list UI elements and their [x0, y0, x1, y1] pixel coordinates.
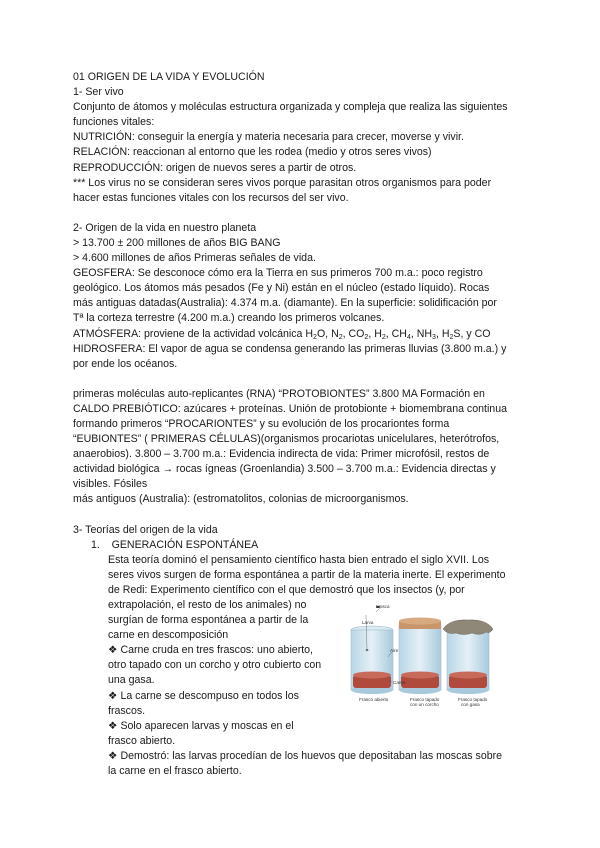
caption-gauze-jar-2: con gasa [461, 702, 480, 707]
hidrosfera-line-2: por ende los océanos. [73, 357, 178, 370]
protobiontes-line-3: formando primeros “PROCARIONTES” y su evolución de los procariontes forma [73, 417, 450, 430]
redi-paragraph-line-3: de Redi: Experimento científico con el que demostró que los insectos (y, por [108, 583, 465, 596]
redi-experiment-figure [340, 603, 500, 708]
jars-illustration [340, 603, 500, 708]
geosfera-line-2: geológico. Los átomos más pesados (Fe y Ni) están en el núcleo (estado líquido). Rocas [73, 282, 490, 295]
bullet-1-line-2: otro tapado con un corcho y otro cubierto con [108, 659, 322, 672]
protobiontes-line-2: CALDO PREBIÓTICO: azúcares + proteínas. Unión de protobionte + biomembrana continua [73, 402, 507, 415]
bullet-4-line-1: ❖ Demostró: las larvas procedían de los huevos que depositaban las moscas sobre [108, 749, 503, 762]
atmosfera-line [73, 327, 533, 342]
atmosfera-text: , CO [342, 327, 365, 340]
label-carne: Carne [393, 680, 406, 685]
open-jar [351, 626, 393, 694]
redi-paragraph-line-4: extrapolación, el resto de los animales) no [108, 599, 307, 611]
label-larva: Larva [362, 620, 374, 625]
relacion-line: RELACIÓN: reaccionan al entorno que les rodea (medio y otros seres vivos) [73, 146, 432, 159]
list-number: 1. [91, 538, 100, 551]
protobiontes-line-1: primeras moléculas auto-replicantes (RNA) “PROTOBIONTES” 3.800 MA Formación en [73, 387, 485, 400]
protobiontes-line-7: visibles. Fósiles [73, 478, 148, 491]
redi-paragraph-line-5: surgían de forma espontánea a partir de la [108, 614, 309, 627]
atmosfera-text: , H [368, 327, 382, 340]
virus-note-line-1: *** Los virus no se consideran seres vivos porque parasitan otros organismos para poder [73, 176, 492, 189]
protobiontes-line-8: más antiguos (Australia): (estromatolitos, colonias de microorganismos. [73, 493, 409, 506]
geosfera-line-1: GEOSFERA: Se desconoce cómo era la Tierra en sus primeros 700 m.a.: poco registro [73, 267, 483, 280]
bullet-1-line-1: ❖ Carne cruda en tres frascos: uno abierto, [108, 644, 313, 657]
atmosfera-text: , NH [410, 327, 433, 340]
bullet-3-line-1: ❖ Solo aparecen larvas y moscas en el [108, 719, 294, 732]
bullet-2-line-1: ❖ La carne se descompuso en todos los [108, 689, 299, 702]
list-title: GENERACIÓN ESPONTÁNEA [111, 538, 259, 551]
label-aire: Aire [390, 648, 399, 653]
protobiontes-line-4: “EUBIONTES” ( PRIMERAS CÉLULAS)(organismos procariotas unicelulares, heterótrofos, [73, 433, 500, 446]
section-2-heading: 2- Origen de la vida en nuestro planeta [73, 221, 257, 234]
gauze-jar [443, 620, 493, 694]
caption-cork-jar-1: Frasco tapado [410, 697, 440, 702]
subscript: 2 [381, 333, 386, 341]
geosfera-line-4: Tª la corteza terrestre (4.200 m.a.) creando los primeros volcanes. [73, 312, 385, 325]
ser-vivo-definition-line-2: funciones vitales: [73, 116, 155, 129]
atmosfera-text: , CH [385, 327, 407, 340]
redi-paragraph-line-6: carne en descomposición [108, 629, 229, 642]
bullet-1-line-3: una gasa. [108, 674, 155, 687]
bullet-3-line-2: frasco abierto. [108, 734, 176, 747]
caption-open-jar: Frasco abierto [359, 697, 389, 702]
spacer [73, 508, 533, 523]
section-3-heading: 3- Teorías del origen de la vida [73, 523, 218, 536]
primeras-senales-line: > 4.600 millones de años Primeras señales de vida. [73, 252, 316, 265]
ser-vivo-definition-line-1: Conjunto de átomos y moléculas estructura organizada y compleja que realiza las siguientes [73, 101, 508, 114]
big-bang-line: > 13.700 ± 200 millones de años BIG BANG [73, 236, 281, 249]
bullet-4-line-2: la carne en el frasco abierto. [108, 765, 242, 778]
section-1-heading: 1- Ser vivo [73, 86, 124, 99]
subscript: 2 [364, 333, 369, 341]
atmosfera-text: ATMÓSFERA: proviene de la actividad volcánica H [73, 327, 314, 340]
spacer [73, 206, 533, 221]
subscript: 3 [432, 333, 436, 341]
atmosfera-text: S, y CO [453, 327, 491, 340]
caption-gauze-jar-1: Frasco tapado [458, 697, 488, 702]
subscript: 2 [338, 333, 343, 341]
protobiontes-line-6: actividad biológica → rocas ígneas (Groenlandia) 3.500 – 3.700 m.a.: Evidencia directas y [73, 463, 496, 476]
nutricion-line: NUTRICIÓN: conseguir la energía y materia necesaria para crecer, moverse y vivir. [73, 131, 464, 144]
redi-paragraph-line-2: seres vivos surgen de forma espontánea a partir de la materia inerte. El experimento [108, 568, 506, 581]
bullet-2-line-2: frascos. [108, 704, 146, 717]
atmosfera-text: , H [435, 327, 450, 340]
label-mosca: Mosca [376, 604, 390, 609]
geosfera-line-3: más antiguas datadas(Australia): 4.374 m.a. (diamante). En la superficie: solidificación por [73, 297, 497, 310]
subscript: 2 [313, 333, 317, 341]
generacion-espontanea-heading [73, 538, 533, 553]
virus-note-line-2: hacer estas funciones vitales con los recursos del ser vivo. [73, 191, 349, 204]
protobiontes-line-5: anaerobios). 3.800 – 3.700 m.a.: Evidencia indirecta de vida: Primer microfósil, restos de [73, 448, 490, 461]
caption-cork-jar-2: con un corcho [410, 702, 439, 707]
redi-paragraph-line-1: Esta teoría dominó el pensamiento científico hasta bien entrado el siglo XVII. Los [108, 553, 490, 566]
subscript: 2 [449, 333, 454, 341]
hidrosfera-line-1: HIDROSFERA: El vapor de agua se condensa generando las primeras lluvias (3.800 m.a.) y [73, 342, 507, 355]
document-title: 01 ORIGEN DE LA VIDA Y EVOLUCIÓN [73, 71, 265, 83]
atmosfera-text: O, N [316, 327, 339, 340]
spacer [73, 372, 533, 387]
reproduccion-line: REPRODUCCIÓN: origen de nuevos seres a partir de otros. [73, 161, 357, 174]
subscript: 4 [406, 333, 411, 341]
